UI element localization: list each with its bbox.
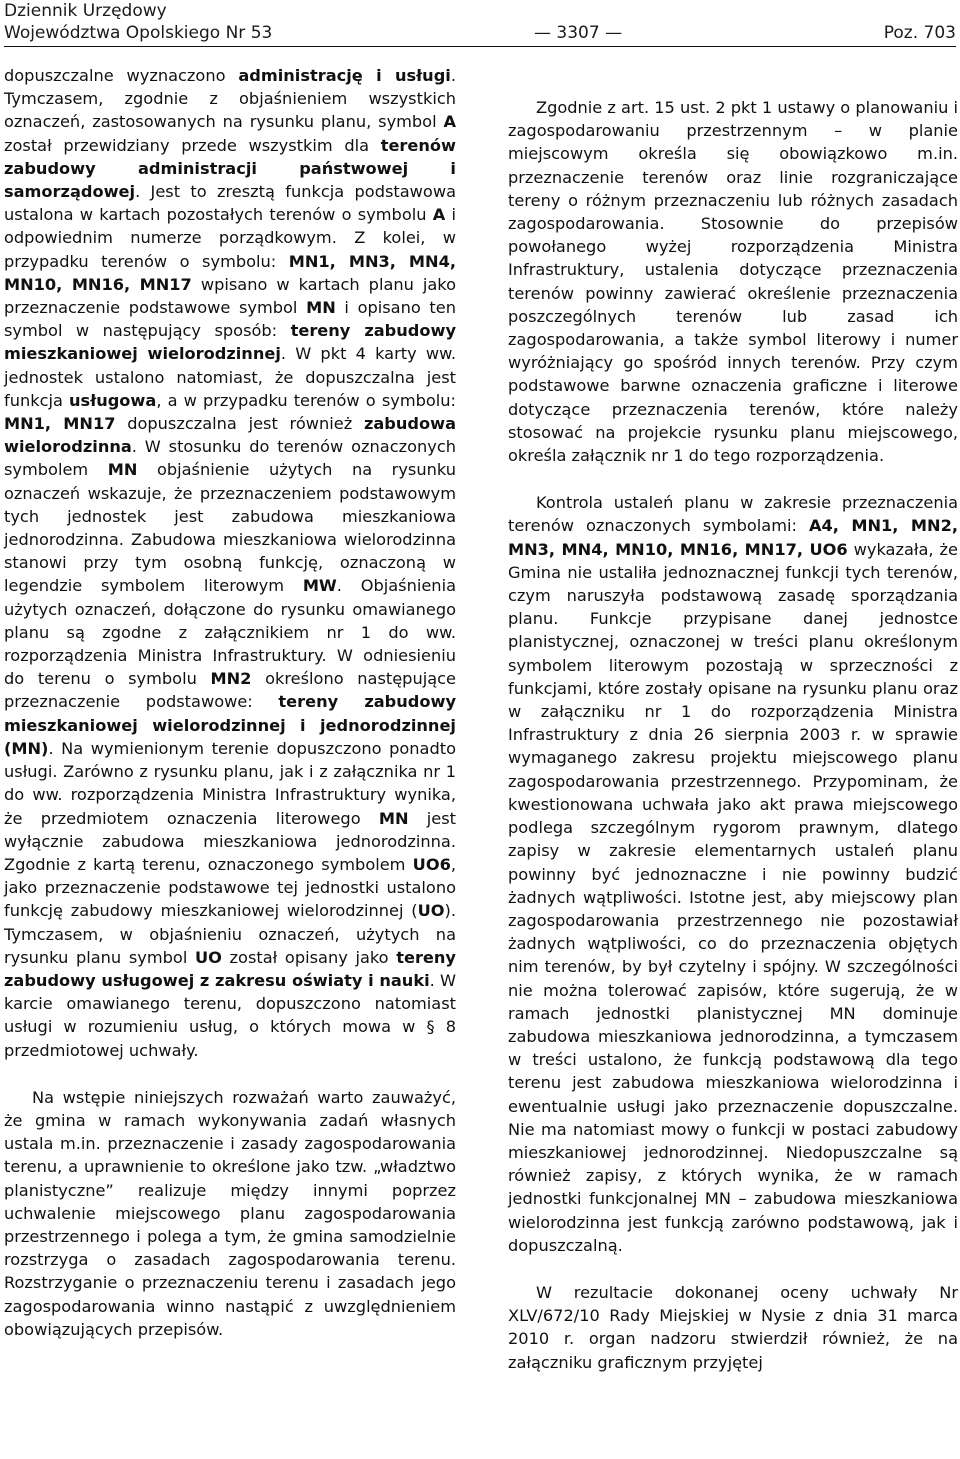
right-paragraph-2: Kontrola ustaleń planu w zakresie przeznaczenia terenów oznaczonych symbolami: A4, MN1, MN2, MN3, MN4, MN10, MN16, MN17, UO6 wykazała, że Gmina nie ustaliła jednoznacznej funkcji tych terenów, czym naruszyła podstawową zasadę sporządzania planu. Funkcje przypisane danej jednostce planistycznej, oznaczonej w treści planu określonym symbolem literowym pozostają w sprzeczności z funkcjami, które zostały opisane na rysunku planu oraz w załączniku nr 1 do rozporządzenia Ministra Infrastruktury z dnia 26 sierpnia 2003 r. w sprawie wymaganego zakresu projektu miejscowego planu zagospodarowania przestrzennego. Przypominam, że kwestionowana uchwała jako akt prawa miejscowego podlega szczególnym rygorom prawnym, dlatego zapisy w zakresie elementarnych ustaleń planu powinny być jednoznaczne i nie powinny budzić żadnych wątpliwości. Istotne jest, aby miejscowy plan zagospodarowania przestrzennego nie pozostawiał żadnych wątpliwości, co do przeznaczenia objętych nim terenów, by był czytelny i spójny. W szczególności nie można tolerować zapisów, które sugerują, że w ramach jednostki planistycznej MN dominuje zabudowa mieszkaniowa jednorodzinna, a tymczasem w treści ustalono, że funkcją podstawową dla tego terenu jest zabudowa mieszkaniowa wielorodzinna i ewentualnie usługi jako przeznaczenie dopuszczalne. Nie ma natomiast mowy o funkcji w postaci zabudowy mieszkaniowej jednorodzinnej. Niedopuszczalne są również zapisy, z których wynika, że w ramach jednostki funkcjonalnej MN – zabudowa mieszkaniowa wielorodzinna jest funkcją zarówno podstawową, jak i dopuszczalną.	[508, 493, 958, 1255]
voivodeship-issue: Województwa Opolskiego Nr 53	[4, 23, 273, 43]
publication-title: Dziennik Urzędowy	[4, 1, 167, 21]
left-paragraph-1: dopuszczalne wyznaczono administrację i usługi. Tymczasem, zgodnie z objaśnieniem wszystkich oznaczeń, zastosowanych na rysunku planu, symbol A został przewidziany przede wszystkim dla terenów zabudowy administracji państwowej i samorządowej. Jest to zresztą funkcja podstawowa ustalona w kartach pozostałych terenów o symbolu A i odpowiednim numerze porządkowym. Z kolei, w przypadku terenów o symbolu: MN1, MN3, MN4, MN10, MN16, MN17 wpisano w kartach planu jako przeznaczenie podstawowe symbol MN i opisano ten symbol w następujący sposób: tereny zabudowy mieszkaniowej wielorodzinnej. W pkt 4 karty ww. jednostek ustalono natomiast, że dopuszczalna jest funkcja usługowa, a w przypadku terenów o symbolu: MN1, MN17 dopuszczalna jest również zabudowa wielorodzinna. W stosunku do terenów oznaczonych symbolem MN objaśnienie użytych na rysunku oznaczeń wskazuje, że przeznaczeniem podstawowym tych jednostek jest zabudowa mieszkaniowa jednorodzinna. Zabudowa mieszkaniowa wielorodzinna stanowi przy tym osobną funkcję, oznaczoną w legendzie symbolem literowym MW. Objaśnienia użytych oznaczeń, dołączone do rysunku omawianego planu są zgodne z załącznikiem nr 1 do ww. rozporządzenia Ministra Infrastruktury. W odniesieniu do terenu o symbolu MN2 określono następujące przeznaczenie podstawowe: tereny zabudowy mieszkaniowej wielorodzinnej i jednorodzinnej (MN). Na wymienionym terenie dopuszczono ponadto usługi. Zarówno z rysunku planu, jak i z załącznika nr 1 do ww. rozporządzenia Ministra Infrastruktury wynika, że przedmiotem oznaczenia literowego MN jest wyłącznie zabudowa mieszkaniowa jednorodzinna. Zgodnie z kartą terenu, oznaczonego symbolem UO6, jako przeznaczenie podstawowe tej jednostki ustalono funkcję zabudowy mieszkaniowej wielorodzinnej (UO). Tymczasem, w objaśnieniu oznaczeń, użytych na rysunku planu symbol UO został opisany jako tereny zabudowy usługowej z zakresu oświaty i nauki. W karcie omawianego terenu, dopuszczono natomiast usługi w rozumieniu usług, o których mowa w § 8 przedmiotowej uchwały.	[4, 66, 457, 1060]
right-paragraph-1: Zgodnie z art. 15 ust. 2 pkt 1 ustawy o planowaniu i zagospodarowaniu przestrzennym – w planie miejscowym określa się obowiązkowo m.in. przeznaczenie terenów oraz linie rozgraniczające tereny o różnym przeznaczeniu lub różnych zasadach zagospodarowania. Stosownie do przepisów powołanego wyżej rozporządzenia Ministra Infrastruktury, ustalenia dotyczące przeznaczenia terenów powinny zawierać określenie przeznaczenia poszczególnych terenów lub zasad ich zagospodarowania, a także symbol literowy i numer wyróżniający go spośród innych terenów. Przy czym podstawowe barwne oznaczenia graficzne i literowe dotyczące przeznaczenia terenów, które należy stosować na projekcie rysunku planu miejscowego, określa załącznik nr 1 do tego rozporządzenia.	[508, 98, 959, 466]
right-paragraph-3: W rezultacie dokonanej oceny uchwały Nr XLV/672/10 Rady Miejskiej w Nysie z dnia 31 marca 2010 r. organ nadzoru stwierdził również, że na załączniku graficznym przyjętej	[508, 1282, 958, 1372]
position-number: Poz. 703	[883, 23, 956, 43]
left-column	[4, 64, 456, 1341]
header-row	[4, 22, 956, 44]
page-header	[4, 0, 956, 44]
left-paragraph-2: Na wstępie niniejszych rozważań warto zauważyć, że gmina w ramach wykonywania zadań własnych ustala m.in. przeznaczenie i zasady zagospodarowania terenu, a uprawnienie to określone jako tzw. „władztwo planistyczne” realizuje między innymi poprzez uchwalenie miejscowego planu zagospodarowania przestrzennego i polega a tym, że gmina samodzielnie rozstrzyga o zasadach zagospodarowania terenu. Rozstrzyganie o przeznaczeniu terenu i zasadach jego zagospodarowania winno nastąpić z uwzględnieniem obowiązujących przepisów.	[4, 1087, 456, 1339]
page-number: — 3307 —	[534, 23, 623, 43]
right-column	[508, 96, 958, 1374]
header-rule	[4, 46, 956, 47]
